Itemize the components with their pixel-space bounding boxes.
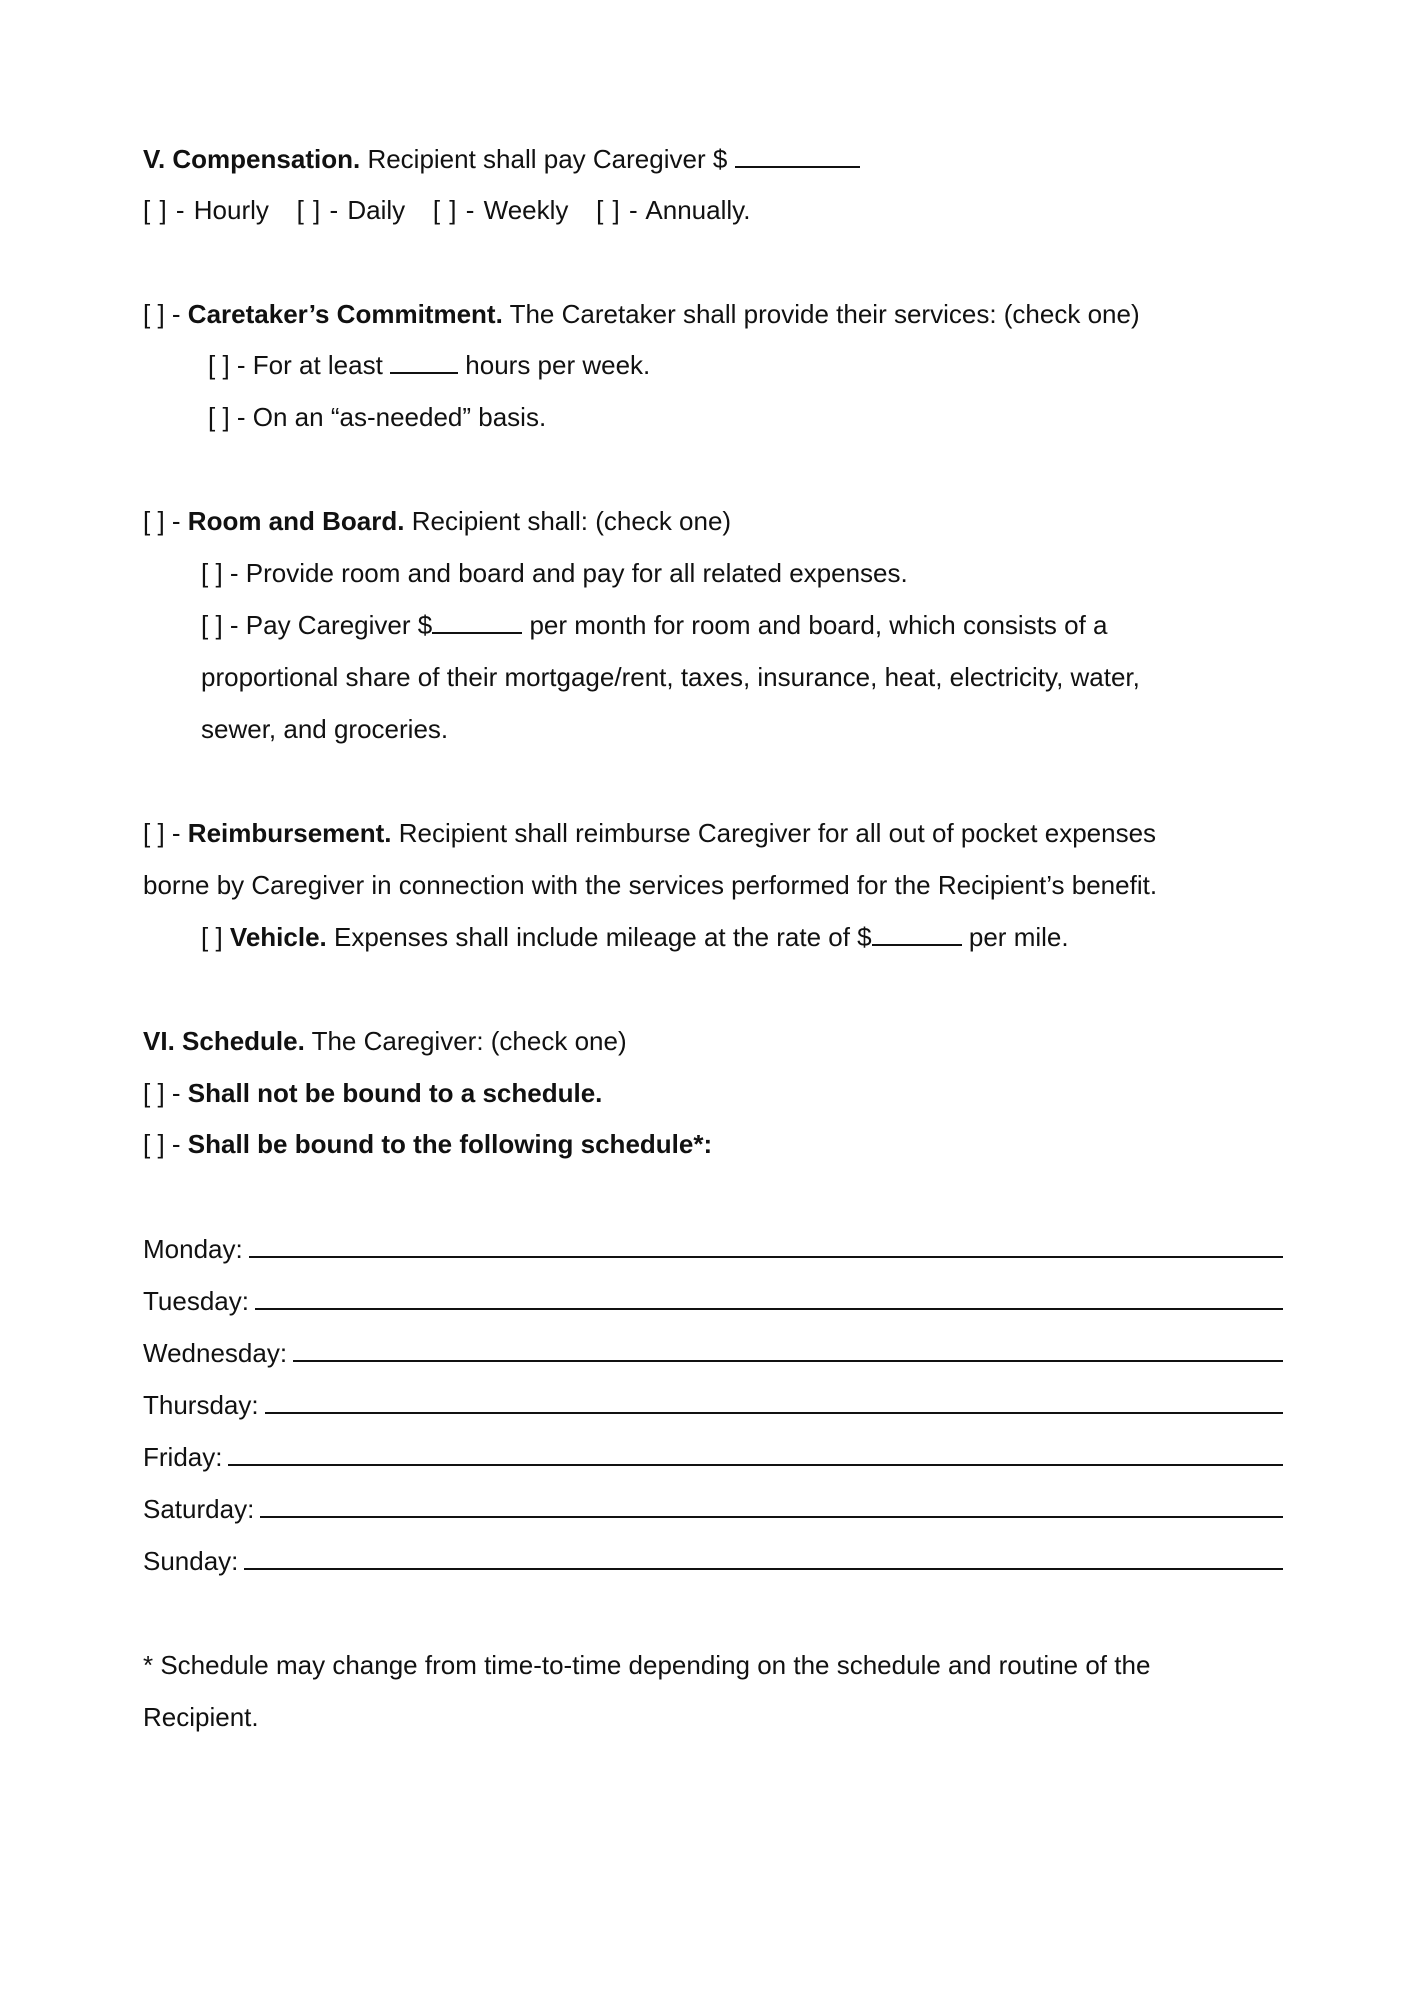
compensation-amount-blank[interactable] [735,144,860,168]
day-blank[interactable] [293,1340,1283,1362]
schedule-option1-checkbox[interactable]: [ ] - [143,1078,181,1108]
option-daily[interactable]: [ ] - Daily [296,195,406,225]
commitment-option-hours [208,348,650,382]
day-label: Thursday: [143,1390,259,1420]
room-board-option-pay [201,608,1108,642]
room-board-option2-line2: proportional share of their mortgage/rent, taxes, insurance, heat, electricity, water, [201,662,1140,692]
schedule-heading: VI. Schedule. [143,1026,305,1056]
commitment-text: The Caretaker shall provide their services: (check one) [509,299,1140,329]
commitment-line [143,297,1140,331]
schedule-option2-checkbox[interactable]: [ ] - [143,1129,181,1159]
room-board-option2-line3: sewer, and groceries. [201,714,449,744]
schedule-day-friday [143,1440,1283,1474]
option-weekly[interactable]: [ ] - Weekly [432,195,569,225]
room-board-option2-post: per month for room and board, which consists of a [529,610,1108,640]
schedule-option2-text: Shall be bound to the following schedule*: [187,1129,713,1159]
day-blank[interactable] [265,1392,1283,1414]
schedule-option-not-bound [143,1076,602,1110]
reimbursement-heading: Reimbursement. [187,818,392,848]
day-blank[interactable] [228,1444,1283,1466]
day-label: Monday: [143,1234,243,1264]
schedule-day-wednesday [143,1336,1283,1370]
room-board-option2-pre[interactable]: [ ] - Pay Caregiver $ [201,610,433,640]
schedule-day-sunday [143,1544,1283,1578]
commitment-option-as-needed [208,400,546,434]
day-blank[interactable] [260,1496,1283,1518]
commitment-option2[interactable]: [ ] - On an “as-needed” basis. [208,402,547,432]
compensation-text: Recipient shall pay Caregiver $ [367,144,728,174]
room-board-amount-blank[interactable] [432,610,522,634]
commitment-checkbox[interactable]: [ ] - [143,299,181,329]
commitment-option1-post: hours per week. [465,350,651,380]
day-blank[interactable] [255,1288,1283,1310]
reimbursement-line2: borne by Caregiver in connection with the services performed for the Recipient’s benefit. [143,870,1158,900]
reimbursement-text: Recipient shall reimburse Caregiver for all out of pocket expenses [398,818,1157,848]
schedule-day-saturday [143,1492,1283,1526]
compensation-line [143,142,860,176]
option-annually[interactable]: [ ] - Annually. [596,195,751,225]
compensation-options [143,193,750,227]
reimbursement-line [143,816,1156,850]
vehicle-heading: Vehicle. [229,922,327,952]
vehicle-pre: Expenses shall include mileage at the rate of $ [333,922,872,952]
day-blank[interactable] [244,1548,1283,1570]
compensation-heading: V. Compensation. [143,144,361,174]
schedule-day-monday [143,1232,1283,1266]
mileage-rate-blank[interactable] [872,922,962,946]
room-board-heading: Room and Board. [187,506,405,536]
schedule-line [143,1024,627,1058]
commitment-heading: Caretaker’s Commitment. [187,299,503,329]
day-label: Friday: [143,1442,223,1472]
room-board-line [143,504,731,538]
room-board-text: Recipient shall: (check one) [411,506,732,536]
schedule-day-tuesday [143,1284,1283,1318]
day-blank[interactable] [249,1236,1283,1258]
day-label: Wednesday: [143,1338,288,1368]
commitment-option1-pre[interactable]: [ ] - For at least [208,350,383,380]
vehicle-post: per mile. [968,922,1069,952]
reimbursement-checkbox[interactable]: [ ] - [143,818,181,848]
day-label: Tuesday: [143,1286,249,1316]
vehicle-checkbox[interactable]: [ ] [201,922,223,952]
schedule-option-bound [143,1127,712,1161]
room-board-option1[interactable]: [ ] - Provide room and board and pay for all related expenses. [201,558,908,588]
day-label: Saturday: [143,1494,255,1524]
hours-blank[interactable] [390,350,458,374]
room-board-option-provide [201,556,908,590]
vehicle-line [201,920,1069,954]
footnote-line1: * Schedule may change from time-to-time depending on the schedule and routine of the [143,1650,1151,1680]
schedule-text: The Caregiver: (check one) [311,1026,627,1056]
option-hourly[interactable]: [ ] - Hourly [143,195,269,225]
room-board-checkbox[interactable]: [ ] - [143,506,181,536]
schedule-day-thursday [143,1388,1283,1422]
footnote-line2: Recipient. [143,1702,259,1732]
schedule-option1-text: Shall not be bound to a schedule. [187,1078,603,1108]
day-label: Sunday: [143,1546,239,1576]
